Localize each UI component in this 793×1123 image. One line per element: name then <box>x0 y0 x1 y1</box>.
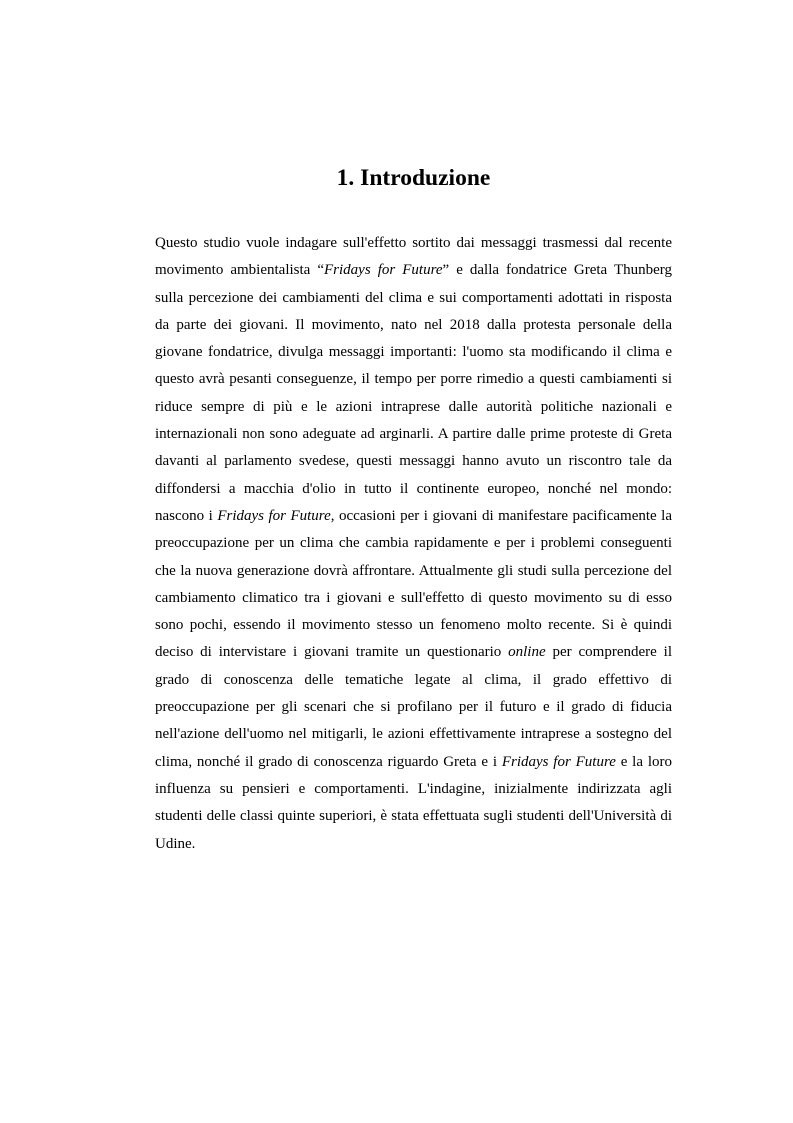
paragraph-text-3: occasioni per i giovani di manifestare pacificamente la preoccupazione per un clima che cambia rapidamente e per i problemi conseguenti che la nuova generazione dovrà affrontare. Attualmente gli studi sulla percezione del cambiamento climatico tra i giovani e sull'effetto di questo movimento su di esso sono pochi, essendo il movimento stesso un fenomeno molto recente. Si è quindi deciso di intervistare i giovani tramite un questionario <box>155 507 672 661</box>
italic-term-online: online <box>508 644 546 661</box>
introduction-paragraph <box>155 230 672 858</box>
italic-term-fridays-for-future-2: Fridays for Future, <box>217 507 335 524</box>
paragraph-text-5: e la loro influenza su pensieri e comportamenti. L'indagine, inizialmente indirizzata agli studenti delle classi quinte superiori, è stata effettuata sugli studenti dell'Università di Udine. <box>155 753 672 852</box>
italic-term-fridays-for-future: Fridays for Future <box>324 262 443 279</box>
paragraph-text-1: Questo studio vuole indagare sull'effetto sortito dai messaggi trasmessi dal recente movimento ambientalista “ <box>155 235 672 279</box>
paragraph-text-2: ” e dalla fondatrice Greta Thunberg sulla percezione dei cambiamenti del clima e sui comportamenti adottati in risposta da parte dei giovani. Il movimento, nato nel 2018 dalla protesta personale della giovane fondatrice, divulga messaggi importanti: l'uomo sta modificando il clima e questo avrà pesanti conseguenze, il tempo per porre rimedio a questi cambiamenti si riduce sempre di più e le azioni intraprese dalle autorità politiche nazionali e internazionali non sono adeguate ad arginarli. A partire dalle prime proteste di Greta davanti al parlamento svedese, questi messaggi hanno avuto un riscontro tale da diffondersi a macchia d'olio in tutto il continente europeo, nonché nel mondo: nascono i <box>155 262 672 524</box>
chapter-title: 1. Introduzione <box>336 165 491 191</box>
paragraph-text-4: per comprendere il grado di conoscenza delle tematiche legate al clima, il grado effettivo di preoccupazione per gli scenari che si profilano per il futuro e il grado di fiducia nell'azione dell'uomo nel mitigarli, le azioni effettivamente intraprese a sostegno del clima, nonché il grado di conoscenza riguardo Greta e i <box>155 644 672 770</box>
italic-term-fridays-for-future-3: Fridays for Future <box>501 753 616 770</box>
